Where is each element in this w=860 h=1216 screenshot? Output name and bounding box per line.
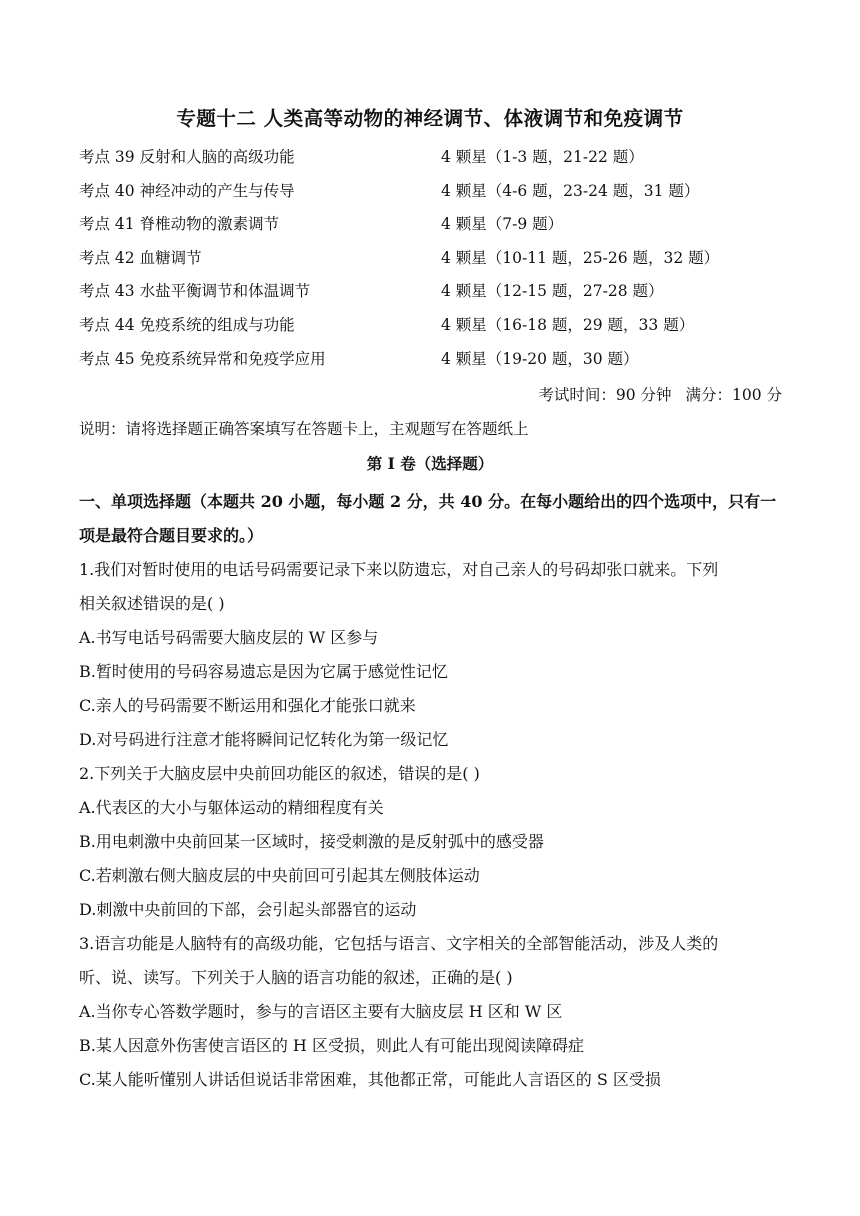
document-title: 专题十二 人类高等动物的神经调节、体液调节和免疫调节: [176, 107, 684, 130]
option-b: B.某人因意外伤害使言语区的 H 区受损，则此人有可能出现阅读障碍症: [79, 1036, 584, 1055]
topic-list: [79, 145, 799, 380]
option-c: C.若刺激右侧大脑皮层的中央前回可引起其左侧肢体运动: [79, 866, 480, 885]
topic-row: [79, 279, 799, 313]
topic-name: 考点 44 免疫系统的组成与功能: [79, 315, 295, 334]
question-2: [79, 757, 791, 927]
option-a: A.代表区的大小与躯体运动的精细程度有关: [79, 798, 384, 817]
topic-stars: 4 颗星（7-9 题）: [441, 215, 564, 234]
option-c: C.某人能听懂别人讲话但说话非常困难，其他都正常，可能此人言语区的 S 区受损: [79, 1070, 661, 1089]
topic-stars: 4 颗星（1-3 题，21-22 题）: [441, 148, 644, 166]
topic-row: [79, 145, 799, 179]
question-3: [79, 927, 791, 1097]
volume-title: 第 I 卷（选择题）: [366, 454, 494, 473]
option-b: B.用电刺激中央前回某一区域时，接受刺激的是反射弧中的感受器: [79, 832, 544, 851]
topic-stars: 4 颗星（19-20 题，30 题）: [441, 349, 639, 368]
question-stem-line: 2.下列关于大脑皮层中央前回功能区的叙述，错误的是( ): [79, 764, 480, 783]
question-stem-line: 听、说、读写。下列关于人脑的语言功能的叙述，正确的是( ): [79, 968, 513, 987]
section-title: 一、单项选择题（本题共 20 小题，每小题 2 分，共 40 分。在每小题给出的四个选项中，只有一项是最符合题目要求的。）: [79, 492, 777, 545]
topic-name: 考点 41 脊椎动物的激素调节: [79, 215, 280, 234]
full-score: 满分：100 分: [685, 386, 782, 404]
exam-time: 考试时间：90 分钟: [538, 386, 672, 404]
question-list: [79, 553, 791, 1097]
option-c: C.亲人的号码需要不断运用和强化才能张口就来: [79, 696, 416, 715]
topic-name: 考点 40 神经冲动的产生与传导: [79, 181, 295, 200]
topic-name: 考点 42 血糖调节: [79, 248, 202, 267]
option-a: A.书写电话号码需要大脑皮层的 W 区参与: [79, 628, 379, 647]
topic-stars: 4 颗星（4-6 题，23-24 题，31 题）: [441, 181, 700, 200]
topic-stars: 4 颗星（16-18 题，29 题，33 题）: [441, 315, 695, 334]
question-stem-line: 1.我们对暂时使用的电话号码需要记录下来以防遗忘，对自己亲人的号码却张口就来。下列: [79, 560, 719, 579]
topic-row: [79, 313, 799, 347]
option-b: B.暂时使用的号码容易遗忘是因为它属于感觉性记忆: [79, 662, 448, 681]
exam-info: [538, 383, 782, 405]
topic-stars: 4 颗星（10-11 题，25-26 题，32 题）: [441, 248, 720, 267]
option-a: A.当你专心答数学题时，参与的言语区主要有大脑皮层 H 区和 W 区: [79, 1002, 563, 1021]
instruction-note: 说明：请将选择题正确答案填写在答题卡上，主观题写在答题纸上: [79, 420, 529, 438]
topic-row: [79, 179, 799, 213]
option-d: D.对号码进行注意才能将瞬间记忆转化为第一级记忆: [79, 730, 449, 749]
topic-stars: 4 颗星（12-15 题，27-28 题）: [441, 282, 664, 301]
question-stem-line: 3.语言功能是人脑特有的高级功能，它包括与语言、文字相关的全部智能活动，涉及人类的: [79, 934, 719, 953]
option-d: D.刺激中央前回的下部，会引起头部器官的运动: [79, 900, 417, 919]
topic-name: 考点 45 免疫系统异常和免疫学应用: [79, 349, 326, 368]
topic-name: 考点 39 反射和人脑的高级功能: [79, 148, 295, 166]
topic-row: [79, 246, 799, 280]
question-stem-line: 相关叙述错误的是( ): [79, 594, 225, 613]
topic-row: [79, 347, 799, 381]
topic-name: 考点 43 水盐平衡调节和体温调节: [79, 282, 311, 301]
topic-row: [79, 212, 799, 246]
question-1: [79, 553, 791, 757]
